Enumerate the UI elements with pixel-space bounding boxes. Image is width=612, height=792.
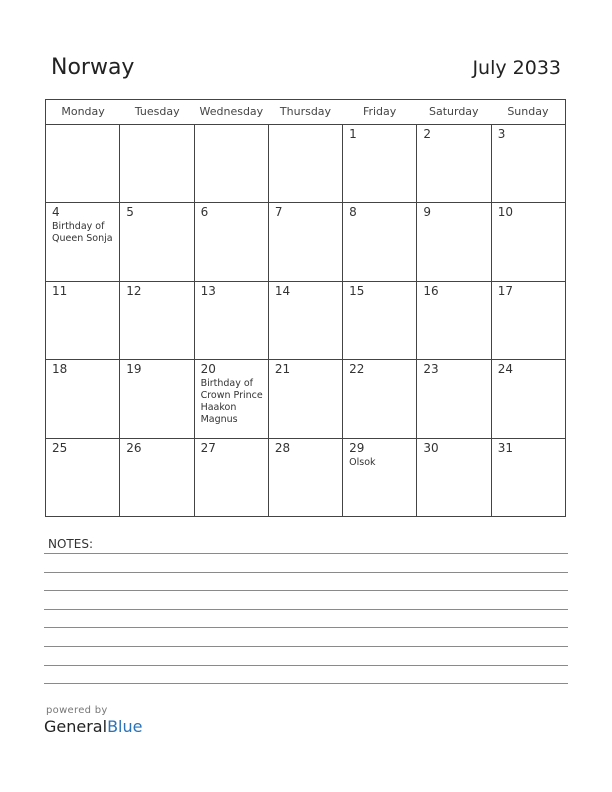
day-cell (342, 439, 416, 516)
brand-main-text: General (44, 717, 108, 736)
weekday-saturday: Saturday (428, 105, 479, 118)
weekday-monday: Monday (61, 105, 105, 118)
day-cell (342, 360, 416, 437)
note-line (44, 646, 568, 647)
day-number: 27 (200, 440, 216, 455)
note-line (44, 553, 568, 554)
note-line (44, 683, 568, 684)
day-cell (342, 125, 416, 202)
day-number: 5 (126, 205, 134, 220)
day-cell (491, 439, 565, 516)
day-number: 13 (200, 283, 216, 298)
day-cell (491, 360, 565, 437)
brand-accent-text: Blue (107, 717, 143, 736)
day-cell (194, 360, 268, 437)
day-number: 25 (52, 440, 68, 455)
day-cell (46, 203, 119, 280)
weeks-container (46, 125, 565, 516)
day-cell (491, 203, 565, 280)
day-cell (194, 203, 268, 280)
day-cell (46, 125, 119, 202)
day-number: 21 (274, 362, 291, 377)
day-number: 29 (349, 440, 365, 455)
day-number: 4 (52, 205, 60, 220)
day-cell (119, 282, 193, 359)
weekday-sunday: Sunday (507, 105, 549, 118)
day-cell (268, 203, 342, 280)
day-cell (119, 439, 193, 516)
day-number: 11 (52, 283, 68, 298)
day-number: 3 (497, 127, 506, 141)
day-number: 31 (497, 440, 513, 455)
day-number: 19 (126, 362, 142, 377)
day-number: 30 (423, 440, 439, 455)
holiday-label: Olsok (349, 456, 376, 468)
day-cell (416, 203, 490, 280)
day-cell (194, 125, 268, 202)
weekday-tuesday: Tuesday (134, 105, 180, 118)
day-number: 14 (274, 283, 291, 298)
day-number: 23 (423, 362, 439, 377)
day-cell (268, 125, 342, 202)
day-number: 8 (349, 205, 357, 220)
day-cell (491, 282, 565, 359)
notes-label: NOTES: (48, 537, 93, 551)
week-row (46, 125, 565, 203)
week-row (46, 282, 565, 360)
day-number: 2 (423, 127, 432, 141)
calendar-grid (45, 99, 566, 517)
day-number: 6 (200, 205, 209, 220)
weekday-thursday: Thursday (279, 105, 332, 118)
day-cell (46, 439, 119, 516)
day-cell (194, 282, 268, 359)
day-cell (268, 360, 342, 437)
day-number: 15 (349, 283, 365, 298)
day-number: 26 (126, 440, 142, 455)
holiday-label: Birthday of Queen Sonja (52, 221, 113, 245)
day-number: 12 (126, 283, 142, 298)
weekday-friday: Friday (362, 105, 397, 118)
week-row (46, 203, 565, 281)
day-number: 1 (349, 127, 357, 141)
note-line (44, 609, 568, 610)
day-cell (416, 439, 490, 516)
day-cell (416, 125, 490, 202)
country-title: Norway (51, 55, 135, 80)
day-cell (491, 125, 565, 202)
powered-by-label: powered by (46, 705, 108, 716)
day-number: 20 (200, 362, 216, 377)
day-number: 7 (274, 205, 283, 220)
note-line (44, 665, 568, 666)
day-cell (119, 125, 193, 202)
day-number: 10 (497, 205, 513, 220)
day-cell (46, 360, 119, 437)
day-cell (119, 360, 193, 437)
day-number: 28 (274, 440, 291, 455)
brand-logo (44, 717, 142, 736)
day-number: 16 (423, 283, 439, 298)
note-line (44, 627, 568, 628)
day-cell (342, 203, 416, 280)
day-cell (119, 203, 193, 280)
weekday-header-row (46, 100, 565, 125)
day-cell (268, 439, 342, 516)
day-cell (342, 282, 416, 359)
day-cell (416, 282, 490, 359)
day-number: 22 (349, 362, 365, 377)
month-year-title: July 2033 (472, 57, 561, 79)
day-cell (46, 282, 119, 359)
day-cell (268, 282, 342, 359)
note-line (44, 572, 568, 573)
day-cell (194, 439, 268, 516)
day-number: 17 (497, 283, 513, 298)
weekday-wednesday: Wednesday (199, 105, 264, 118)
day-number: 24 (497, 362, 513, 377)
day-number: 9 (423, 205, 432, 220)
week-row (46, 439, 565, 516)
day-number: 18 (52, 362, 68, 377)
note-line (44, 590, 568, 591)
day-cell (416, 360, 490, 437)
week-row (46, 360, 565, 438)
holiday-label: Birthday of Crown Prince Haakon Magnus (200, 378, 263, 426)
